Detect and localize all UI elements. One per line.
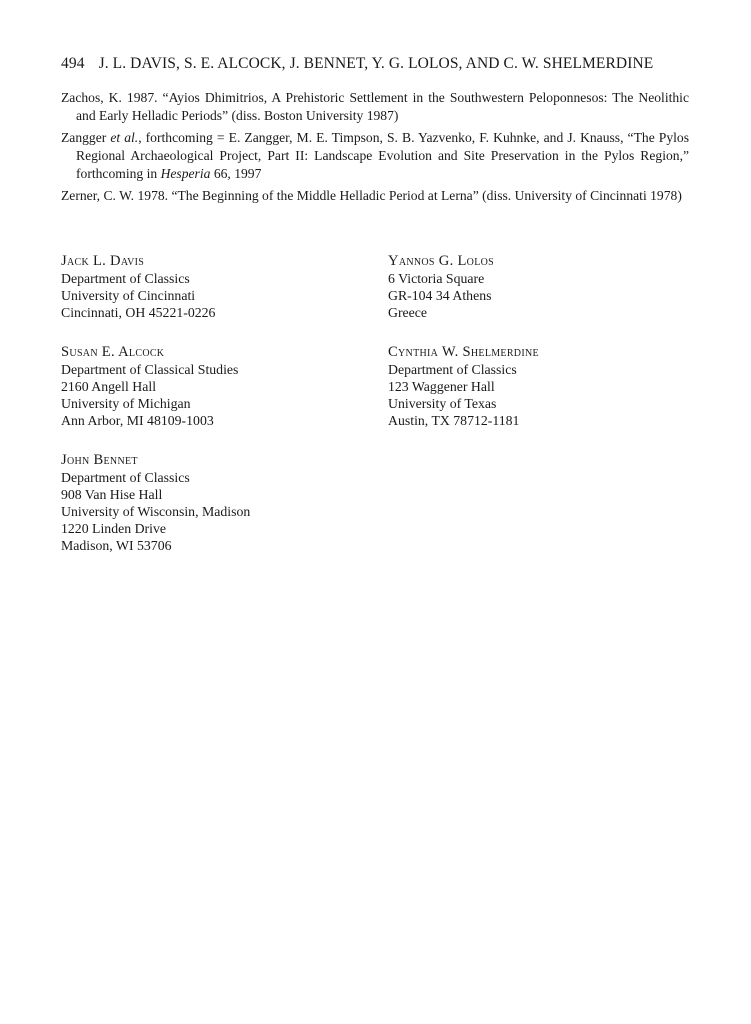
author-address-davis bbox=[61, 253, 215, 321]
address-line: University of Texas bbox=[388, 396, 497, 411]
address-line: 2160 Angell Hall bbox=[61, 379, 157, 394]
address-line: 123 Waggener Hall bbox=[388, 379, 495, 394]
author-address-shelmerdine bbox=[388, 344, 539, 429]
running-header-authors: J. L. DAVIS, S. E. ALCOCK, J. BENNET, Y. G. LOLOS, AND C. W. SHELMERDINE bbox=[98, 55, 654, 72]
author-name: John Bennet bbox=[61, 452, 138, 468]
author-name: Cynthia W. Shelmerdine bbox=[388, 344, 539, 360]
author-address-bennet bbox=[61, 452, 250, 554]
page-number: 494 bbox=[61, 55, 85, 72]
reference-text: 66, 1997 bbox=[210, 166, 262, 181]
address-line: GR-104 34 Athens bbox=[388, 288, 492, 303]
address-line: Cincinnati, OH 45221-0226 bbox=[61, 305, 216, 320]
author-address-alcock bbox=[61, 344, 238, 429]
address-line: 1220 Linden Drive bbox=[61, 521, 166, 536]
reference-text: Zerner, C. W. 1978. “The Beginning of the Middle Helladic Period at Lerna” (diss. University of Cincinnati 1978) bbox=[61, 188, 682, 203]
address-line: University of Wisconsin, Madison bbox=[61, 504, 251, 519]
address-line: Austin, TX 78712-1181 bbox=[388, 413, 520, 428]
reference-italic: et al. bbox=[110, 130, 139, 145]
running-header bbox=[61, 55, 681, 73]
address-line: Department of Classics bbox=[61, 470, 190, 485]
author-name: Jack L. Davis bbox=[61, 253, 145, 269]
reference-text: Zachos, K. 1987. “Ayios Dhimitrios, A Prehistoric Settlement in the Southwestern Peloponnesos: The Neolithic and Early Helladic Periods” (diss. Boston University 1987) bbox=[61, 90, 689, 123]
address-line: University of Cincinnati bbox=[61, 288, 196, 303]
reference-list bbox=[61, 89, 689, 209]
address-line: Department of Classics bbox=[388, 362, 517, 377]
author-address-lolos bbox=[388, 253, 494, 321]
reference-entry bbox=[61, 89, 689, 125]
address-line: Department of Classical Studies bbox=[61, 362, 239, 377]
address-line: Department of Classics bbox=[61, 271, 190, 286]
address-line: 6 Victoria Square bbox=[388, 271, 485, 286]
address-line: University of Michigan bbox=[61, 396, 191, 411]
address-line: Ann Arbor, MI 48109-1003 bbox=[61, 413, 214, 428]
reference-entry bbox=[61, 129, 689, 183]
author-name: Yannos G. Lolos bbox=[388, 253, 494, 269]
journal-title: Hesperia bbox=[160, 166, 211, 181]
author-name: Susan E. Alcock bbox=[61, 344, 165, 360]
address-line: Madison, WI 53706 bbox=[61, 538, 172, 553]
address-line: Greece bbox=[388, 305, 428, 320]
reference-entry bbox=[61, 187, 689, 205]
reference-text: , forthcoming = E. Zangger, M. E. Timpson, S. B. Yazvenko, F. Kuhnke, and J. Knauss, “The Pylos Regional Archaeological Project, Part II: Landscape Evolution and Site Preservation in the Pylos Region,” forthcoming in bbox=[76, 130, 690, 181]
address-line: 908 Van Hise Hall bbox=[61, 487, 163, 502]
reference-text: Zangger bbox=[61, 130, 111, 145]
